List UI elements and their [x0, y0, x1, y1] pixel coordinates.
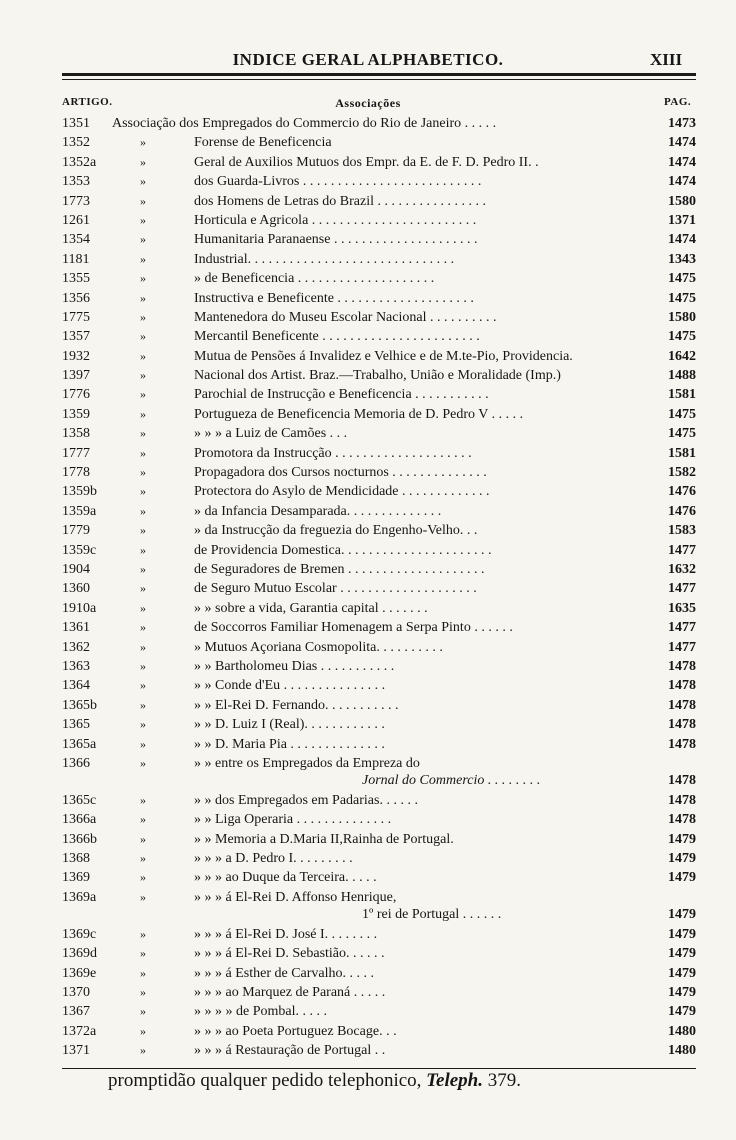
row-page: 1632 — [668, 561, 696, 577]
row-artigo: 1365a — [62, 736, 97, 752]
row-artigo: 1359a — [62, 503, 97, 519]
row-description: » » » á El-Rei D. Sebastião. . . . . . — [194, 946, 385, 962]
index-row — [62, 133, 696, 152]
index-row — [62, 925, 696, 944]
row-page: 1478 — [668, 792, 696, 808]
row-artigo: 1364 — [62, 678, 90, 694]
ditto-mark: » — [140, 792, 146, 807]
ditto-mark: » — [140, 831, 146, 846]
ditto-mark: » — [140, 368, 146, 383]
row-page: 1479 — [668, 831, 696, 847]
row-page: 1473 — [668, 116, 696, 131]
index-row — [62, 715, 696, 734]
ditto-mark: » — [140, 678, 146, 693]
row-page: 1479 — [668, 926, 696, 942]
row-artigo: 1361 — [62, 620, 90, 636]
row-page: 1478 — [668, 678, 696, 694]
row-artigo: 1365b — [62, 697, 97, 713]
ditto-mark: » — [140, 658, 146, 673]
row-description: Parochial de Instrucção e Beneficencia . . . . . . . . . . . — [194, 387, 489, 403]
row-page: 1475 — [668, 329, 696, 345]
index-row — [62, 289, 696, 308]
row-description: Instructiva e Beneficente . . . . . . . . . . . . . . . . . . . . — [194, 290, 474, 306]
index-row — [62, 366, 696, 385]
row-page: 1581 — [668, 445, 696, 461]
row-artigo: 1370 — [62, 985, 90, 1001]
row-description: » » » á El-Rei D. José I. . . . . . . . — [194, 926, 378, 942]
header-rule-thick — [62, 73, 696, 76]
index-row — [62, 385, 696, 404]
row-page: 1635 — [668, 600, 696, 616]
row-description: » » sobre a vida, Garantia capital . . . . . . . — [194, 600, 428, 616]
row-description: » » D. Maria Pia . . . . . . . . . . . . . . — [194, 736, 385, 752]
ditto-mark: » — [140, 135, 146, 150]
ditto-mark: » — [140, 639, 146, 654]
row-description: Mutua de Pensões á Invalidez e Velhice e de M.te-Pio, Providencia. — [194, 348, 573, 364]
row-artigo: 1904 — [62, 561, 90, 577]
row-description: » » entre os Empregados da Empreza do — [194, 755, 420, 771]
row-artigo: 1365 — [62, 717, 90, 733]
row-artigo: 1369d — [62, 946, 97, 962]
index-row — [62, 868, 696, 887]
row-page: 1583 — [668, 523, 696, 539]
index-row — [62, 810, 696, 829]
ditto-mark: » — [140, 870, 146, 885]
ditto-mark: » — [140, 406, 146, 421]
row-page: 1477 — [668, 581, 696, 597]
footer-text: promptidão qualquer pedido telephonico, — [108, 1070, 422, 1091]
row-page: 1580 — [668, 309, 696, 325]
row-artigo: 1371 — [62, 1043, 90, 1059]
row-artigo: 1352 — [62, 135, 90, 151]
row-artigo: 1369a — [62, 889, 97, 905]
ditto-mark: » — [140, 561, 146, 576]
row-page: 1479 — [668, 1004, 696, 1020]
row-description: de Seguradores de Bremen . . . . . . . . . . . . . . . . . . . . — [194, 561, 485, 577]
row-description: » da Infancia Desamparada. . . . . . . . . . . . . . — [194, 503, 442, 519]
row-description: Propagadora dos Cursos nocturnos . . . . . . . . . . . . . . — [194, 465, 487, 481]
row-page: 1479 — [668, 965, 696, 981]
row-artigo: 1366 — [62, 755, 90, 771]
index-row — [62, 347, 696, 366]
row-description: » » » á El-Rei D. Affonso Henrique, — [194, 889, 397, 905]
row-description: » » » a D. Pedro I. . . . . . . . . — [194, 851, 353, 867]
ditto-mark: » — [140, 812, 146, 827]
row-page: 1642 — [668, 348, 696, 364]
row-description: Industrial. . . . . . . . . . . . . . . . . . . . . . . . . . . . . . — [194, 251, 455, 267]
row-description: Forense de Beneficencia — [194, 135, 332, 151]
ditto-mark: » — [140, 348, 146, 363]
row-artigo: 1351 — [62, 116, 90, 131]
row-page: 1479 — [668, 870, 696, 886]
row-description: » » Conde d'Eu . . . . . . . . . . . . . . . — [194, 678, 386, 694]
row-page: 1580 — [668, 193, 696, 209]
row-description: » » » » de Pombal. . . . . — [194, 1004, 327, 1020]
ditto-mark: » — [140, 755, 146, 770]
ditto-mark: » — [140, 542, 146, 557]
row-artigo: 1353 — [62, 174, 90, 190]
row-description-continued: Jornal do Commercio . . . . . . . . — [362, 772, 541, 788]
row-description: » de Beneficencia . . . . . . . . . . . . . . . . . . . . — [194, 271, 435, 287]
ditto-mark: » — [140, 965, 146, 980]
index-row — [62, 405, 696, 424]
row-page: 1474 — [668, 154, 696, 170]
row-artigo: 1360 — [62, 581, 90, 597]
header-rule-thin — [62, 79, 696, 80]
row-description: Mercantil Beneficente . . . . . . . . . . . . . . . . . . . . . . . — [194, 329, 480, 345]
row-description: » » » ao Poeta Portuguez Bocage. . . — [194, 1023, 397, 1039]
row-description: Geral de Auxilios Mutuos dos Empr. da E. de F. D. Pedro II. . — [194, 154, 539, 170]
index-row — [62, 502, 696, 521]
ditto-mark: » — [140, 251, 146, 266]
index-row — [62, 849, 696, 868]
row-page: 1475 — [668, 426, 696, 442]
row-description: de Seguro Mutuo Escolar . . . . . . . . . . . . . . . . . . . . — [194, 581, 477, 597]
column-header-associacoes: Associações — [335, 96, 401, 110]
ditto-mark: » — [140, 736, 146, 751]
row-description: » » D. Luiz I (Real). . . . . . . . . . . . — [194, 717, 385, 733]
row-page: 1474 — [668, 232, 696, 248]
index-row — [62, 888, 696, 925]
row-description: Horticula e Agricola . . . . . . . . . . . . . . . . . . . . . . . . — [194, 212, 477, 228]
ditto-mark: » — [140, 889, 146, 904]
row-artigo: 1352a — [62, 154, 97, 170]
ditto-mark: » — [140, 717, 146, 732]
row-artigo: 1776 — [62, 387, 90, 403]
index-row — [62, 153, 696, 172]
index-row — [62, 463, 696, 482]
row-description: » » » á Esther de Carvalho. . . . . — [194, 965, 375, 981]
row-description: Mantenedora do Museu Escolar Nacional . . . . . . . . . . — [194, 309, 497, 325]
index-row — [62, 754, 696, 791]
row-description: Associação dos Empregados do Commercio do Rio de Janeiro . . . . . — [112, 116, 497, 131]
row-artigo: 1357 — [62, 329, 90, 345]
row-description: Protectora do Asylo de Mendicidade . . . . . . . . . . . . . — [194, 484, 490, 500]
ditto-mark: » — [140, 851, 146, 866]
ditto-mark: » — [140, 484, 146, 499]
row-artigo: 1261 — [62, 212, 90, 228]
row-artigo: 1368 — [62, 851, 90, 867]
row-artigo: 1181 — [62, 251, 90, 267]
ditto-mark: » — [140, 309, 146, 324]
row-artigo: 1910a — [62, 600, 97, 616]
index-row — [62, 638, 696, 657]
row-description: » » Memoria a D.Maria II,Rainha de Portugal. — [194, 831, 454, 847]
footer-rule — [62, 1068, 696, 1069]
row-description: Nacional dos Artist. Braz.—Trabalho, União e Moralidade (Imp.) — [194, 368, 561, 384]
row-artigo: 1365c — [62, 792, 97, 808]
index-row — [62, 944, 696, 963]
index-row — [62, 599, 696, 618]
row-description: dos Homens de Letras do Brazil . . . . . . . . . . . . . . . . — [194, 193, 487, 209]
ditto-mark: » — [140, 1023, 146, 1038]
index-row — [62, 541, 696, 560]
row-page: 1343 — [668, 251, 696, 267]
row-description: de Soccorros Familiar Homenagem a Serpa Pinto . . . . . . — [194, 620, 513, 636]
row-artigo: 1363 — [62, 658, 90, 674]
row-artigo: 1369c — [62, 926, 97, 942]
row-page: 1478 — [668, 736, 696, 752]
row-page: 1371 — [668, 212, 696, 228]
index-row — [62, 192, 696, 211]
ditto-mark: » — [140, 271, 146, 286]
ditto-mark: » — [140, 600, 146, 615]
row-description: » » » ao Duque da Terceira. . . . . — [194, 870, 377, 886]
column-header-pag: PAG. — [664, 96, 692, 108]
ditto-mark: » — [140, 1043, 146, 1058]
row-page: 1479 — [668, 851, 696, 867]
row-artigo: 1773 — [62, 193, 90, 209]
index-row — [62, 735, 696, 754]
index-row — [62, 230, 696, 249]
row-artigo: 1359 — [62, 406, 90, 422]
row-artigo: 1372a — [62, 1023, 97, 1039]
footer-phone-number: 379. — [487, 1070, 521, 1091]
ditto-mark: » — [140, 232, 146, 247]
index-table — [62, 114, 696, 1061]
index-row — [62, 1002, 696, 1021]
row-page: 1479 — [668, 985, 696, 1001]
row-page: 1479 — [668, 946, 696, 962]
footer-phone-label: Teleph. — [426, 1070, 483, 1091]
row-page: 1475 — [668, 406, 696, 422]
column-header-artigo: ARTIGO. — [62, 96, 113, 108]
ditto-mark: » — [140, 387, 146, 402]
row-page: 1488 — [668, 368, 696, 384]
index-row — [62, 983, 696, 1002]
index-row — [62, 327, 696, 346]
index-row — [62, 114, 696, 133]
row-page: 1478 — [668, 812, 696, 828]
row-artigo: 1354 — [62, 232, 90, 248]
index-row — [62, 172, 696, 191]
ditto-mark: » — [140, 193, 146, 208]
ditto-mark: » — [140, 426, 146, 441]
row-artigo: 1362 — [62, 639, 90, 655]
index-row — [62, 250, 696, 269]
ditto-mark: » — [140, 445, 146, 460]
ditto-mark: » — [140, 290, 146, 305]
index-row — [62, 830, 696, 849]
row-description: Humanitaria Paranaense . . . . . . . . . . . . . . . . . . . . . — [194, 232, 478, 248]
row-artigo: 1366b — [62, 831, 97, 847]
row-artigo: 1369 — [62, 870, 90, 886]
row-page: 1475 — [668, 290, 696, 306]
row-page: 1478 — [668, 697, 696, 713]
row-page: 1480 — [668, 1043, 696, 1059]
row-page: 1480 — [668, 1023, 696, 1039]
row-description: » » » a Luiz de Camões . . . — [194, 426, 348, 442]
row-artigo: 1778 — [62, 465, 90, 481]
row-artigo: 1359b — [62, 484, 97, 500]
row-page: 1478 — [668, 772, 696, 788]
index-row — [62, 676, 696, 695]
index-row — [62, 579, 696, 598]
ditto-mark: » — [140, 985, 146, 1000]
index-row — [62, 657, 696, 676]
row-page: 1477 — [668, 542, 696, 558]
row-artigo: 1358 — [62, 426, 90, 442]
index-row — [62, 444, 696, 463]
row-description: Promotora da Instrucção . . . . . . . . . . . . . . . . . . . . — [194, 445, 472, 461]
ditto-mark: » — [140, 154, 146, 169]
ditto-mark: » — [140, 174, 146, 189]
row-artigo: 1355 — [62, 271, 90, 287]
index-row — [62, 211, 696, 230]
row-page: 1477 — [668, 620, 696, 636]
index-row — [62, 1041, 696, 1060]
row-description: » » dos Empregados em Padarias. . . . . . — [194, 792, 418, 808]
row-description: » Mutuos Açoriana Cosmopolita. . . . . . . . . . — [194, 639, 443, 655]
index-row — [62, 269, 696, 288]
row-description: » » El-Rei D. Fernando. . . . . . . . . . . — [194, 697, 399, 713]
row-artigo: 1932 — [62, 348, 90, 364]
row-page: 1474 — [668, 174, 696, 190]
ditto-mark: » — [140, 465, 146, 480]
index-row — [62, 424, 696, 443]
index-row — [62, 618, 696, 637]
index-row — [62, 482, 696, 501]
row-description: » da Instrucção da freguezia do Engenho-Velho. . . — [194, 523, 478, 539]
row-artigo: 1369e — [62, 965, 97, 981]
index-row — [62, 964, 696, 983]
index-row — [62, 560, 696, 579]
ditto-mark: » — [140, 620, 146, 635]
ditto-mark: » — [140, 212, 146, 227]
row-description: » » Bartholomeu Dias . . . . . . . . . . . — [194, 658, 395, 674]
row-description-continued: 1º rei de Portugal . . . . . . — [362, 906, 502, 922]
row-page: 1479 — [668, 906, 696, 922]
index-row — [62, 696, 696, 715]
row-description: » » » ao Marquez de Paraná . . . . . — [194, 985, 386, 1001]
row-description: » » Liga Operaria . . . . . . . . . . . . . . — [194, 812, 392, 828]
index-row — [62, 791, 696, 810]
ditto-mark: » — [140, 329, 146, 344]
row-description: de Providencia Domestica. . . . . . . . . . . . . . . . . . . . . . — [194, 542, 492, 558]
ditto-mark: » — [140, 697, 146, 712]
index-row — [62, 1022, 696, 1041]
row-description: » » » á Restauração de Portugal . . — [194, 1043, 386, 1059]
ditto-mark: » — [140, 581, 146, 596]
row-artigo: 1775 — [62, 309, 90, 325]
ditto-mark: » — [140, 926, 146, 941]
index-row — [62, 308, 696, 327]
ditto-mark: » — [140, 503, 146, 518]
footer-line — [108, 1070, 521, 1092]
row-artigo: 1367 — [62, 1004, 90, 1020]
row-page: 1476 — [668, 503, 696, 519]
row-page: 1478 — [668, 717, 696, 733]
row-page: 1582 — [668, 465, 696, 481]
index-row — [62, 521, 696, 540]
row-description: Portugueza de Beneficencia Memoria de D. Pedro V . . . . . — [194, 406, 524, 422]
page-title: INDICE GERAL ALPHABETICO. — [232, 50, 504, 69]
row-artigo: 1779 — [62, 523, 90, 539]
page-folio: XIII — [650, 50, 683, 69]
row-artigo: 1366a — [62, 812, 97, 828]
row-page: 1581 — [668, 387, 696, 403]
row-description: dos Guarda-Livros . . . . . . . . . . . . . . . . . . . . . . . . . . — [194, 174, 482, 190]
row-page: 1474 — [668, 135, 696, 151]
ditto-mark: » — [140, 1004, 146, 1019]
row-page: 1475 — [668, 271, 696, 287]
ditto-mark: » — [140, 523, 146, 538]
row-artigo: 1359c — [62, 542, 97, 558]
row-artigo: 1356 — [62, 290, 90, 306]
row-page: 1478 — [668, 658, 696, 674]
ditto-mark: » — [140, 946, 146, 961]
row-page: 1476 — [668, 484, 696, 500]
row-artigo: 1777 — [62, 445, 90, 461]
row-page: 1477 — [668, 639, 696, 655]
row-artigo: 1397 — [62, 368, 90, 384]
